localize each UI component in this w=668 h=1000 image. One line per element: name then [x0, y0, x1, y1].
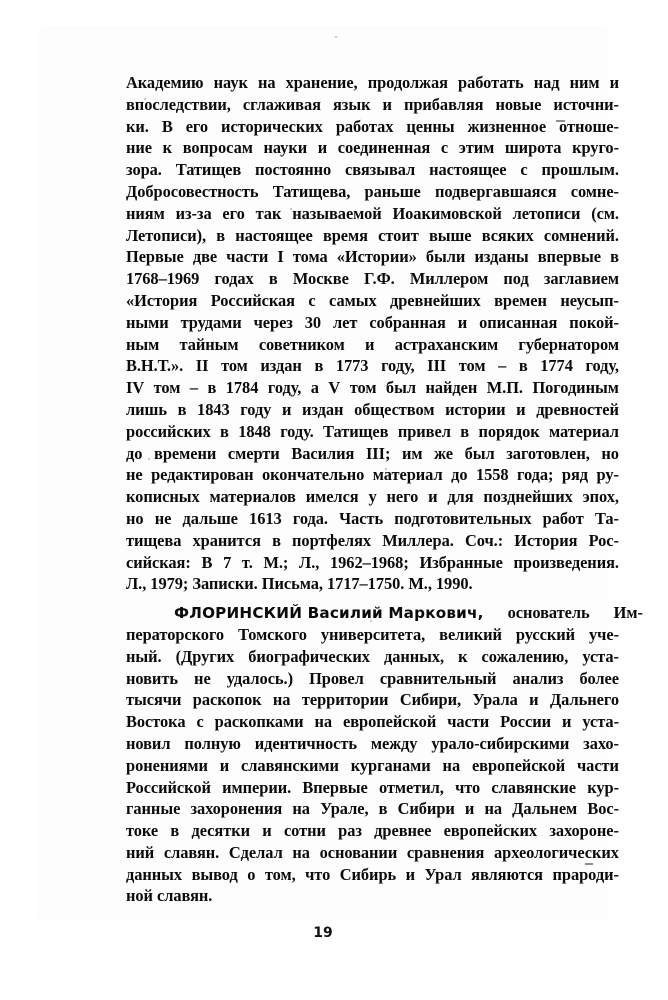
- text-line: лишь в 1843 году и издан обществом истории и древностей: [126, 399, 619, 419]
- text-line: Л., 1979; Записки. Письма, 1717–1750. М., 1990.: [126, 574, 473, 594]
- text-line: ными трудами через 30 лет собранная и описанная покой-: [126, 312, 619, 332]
- text-line: Летописи), в настоящее время стоит выше всяких сомнений.: [126, 225, 619, 245]
- paragraph-tatishchev: [126, 72, 619, 595]
- text-line: зора. Татищев постоянно связывал настоящее с прошлым.: [126, 160, 619, 180]
- text-line: данных вывод о том, что Сибирь и Урал являются прароди-: [126, 864, 619, 884]
- text-line: ние к вопросам науки и соединенная с этим широта круго-: [126, 138, 619, 158]
- text-line: «История Российская с самых древнейших времен неусып-: [126, 290, 619, 310]
- text-line: Первые две части I тома «Истории» были изданы впервые в: [126, 247, 619, 267]
- text-line: не редактирован окончательно материал до 1558 года; ряд ру-: [126, 465, 619, 485]
- text-line: 1768–1969 годах в Москве Г.Ф. Миллером под заглавием: [126, 269, 619, 289]
- text-line: Востока с раскопками на европейской части России и уста-: [126, 712, 619, 732]
- page-text-body: [126, 72, 643, 907]
- text-line: ронениями и славянскими курганами на европейской части: [126, 755, 619, 775]
- text-line: Академию наук на хранение, продолжая работать над ним и: [126, 73, 619, 92]
- text-line: новил полную идентичность между урало-сибирскими захо-: [126, 733, 619, 753]
- text-line: ганные захоронения на Урале, в Сибири и на Дальнем Вос-: [126, 799, 619, 819]
- text-line: тищева хранится в портфелях Миллера. Соч.: История Рос-: [126, 530, 619, 550]
- text-line: В.Н.Т.». II том издан в 1773 году, III том – в 1774 году,: [126, 356, 619, 376]
- text-line: ной славян.: [126, 886, 213, 906]
- text-line: тысячи раскопок на территории Сибири, Урала и Дальнего: [126, 690, 619, 710]
- entry-headword: ФЛОРИНСКИЙ Василий Маркович,: [174, 604, 484, 623]
- scanned-page-sheet: [40, 28, 643, 941]
- text-line: Добросовестность Татищева, раньше подвергавшаяся сомне-: [126, 181, 619, 201]
- text-line: но не дальше 1613 года. Часть подготовительных работ Та-: [126, 508, 619, 528]
- text-line: ниям из-за его так называемой Иоакимовской летописи (см.: [126, 203, 619, 223]
- text-line: токе в десятки и сотни раз древнее европейских захороне-: [126, 821, 619, 841]
- text-line: новить не удалось.) Провел сравнительный анализ более: [126, 668, 619, 688]
- text-line: кописных материалов имелся у него и для позднейших эпох,: [126, 487, 619, 507]
- text-line: ний славян. Сделал на основании сравнения археологических: [126, 842, 619, 862]
- text-line: ки. В его исторических работах ценны жизненное отноше-: [126, 116, 619, 136]
- text-line: до времени смерти Василия III; им же был заготовлен, но: [126, 443, 619, 463]
- scan-speck: [335, 36, 337, 38]
- text-line-with-headword: ФЛОРИНСКИЙ Василий Маркович, основатель Им-: [174, 603, 643, 623]
- text-line: сийская: В 7 т. М.; Л., 1962–1968; Избранные произведения.: [126, 552, 619, 572]
- paragraph-florinsky: [126, 602, 643, 907]
- text-line: IV том – в 1784 году, а V том был найден М.П. Погодиным: [126, 378, 619, 398]
- text-line: ператорского Томского университета, великий русский уче-: [126, 624, 619, 644]
- page-number: 19: [313, 925, 333, 941]
- text-line: ным тайным советником и астраханским губернатором: [126, 334, 619, 354]
- text-line: Российской империи. Впервые отметил, что славянские кур-: [126, 777, 619, 797]
- text-line: впоследствии, сглаживая язык и прибавляя новые источни-: [126, 94, 619, 114]
- text-line: ный. (Других биографических данных, к сожалению, уста-: [126, 646, 619, 666]
- text-line: российских в 1848 году. Татищев привел в порядок материал: [126, 421, 619, 441]
